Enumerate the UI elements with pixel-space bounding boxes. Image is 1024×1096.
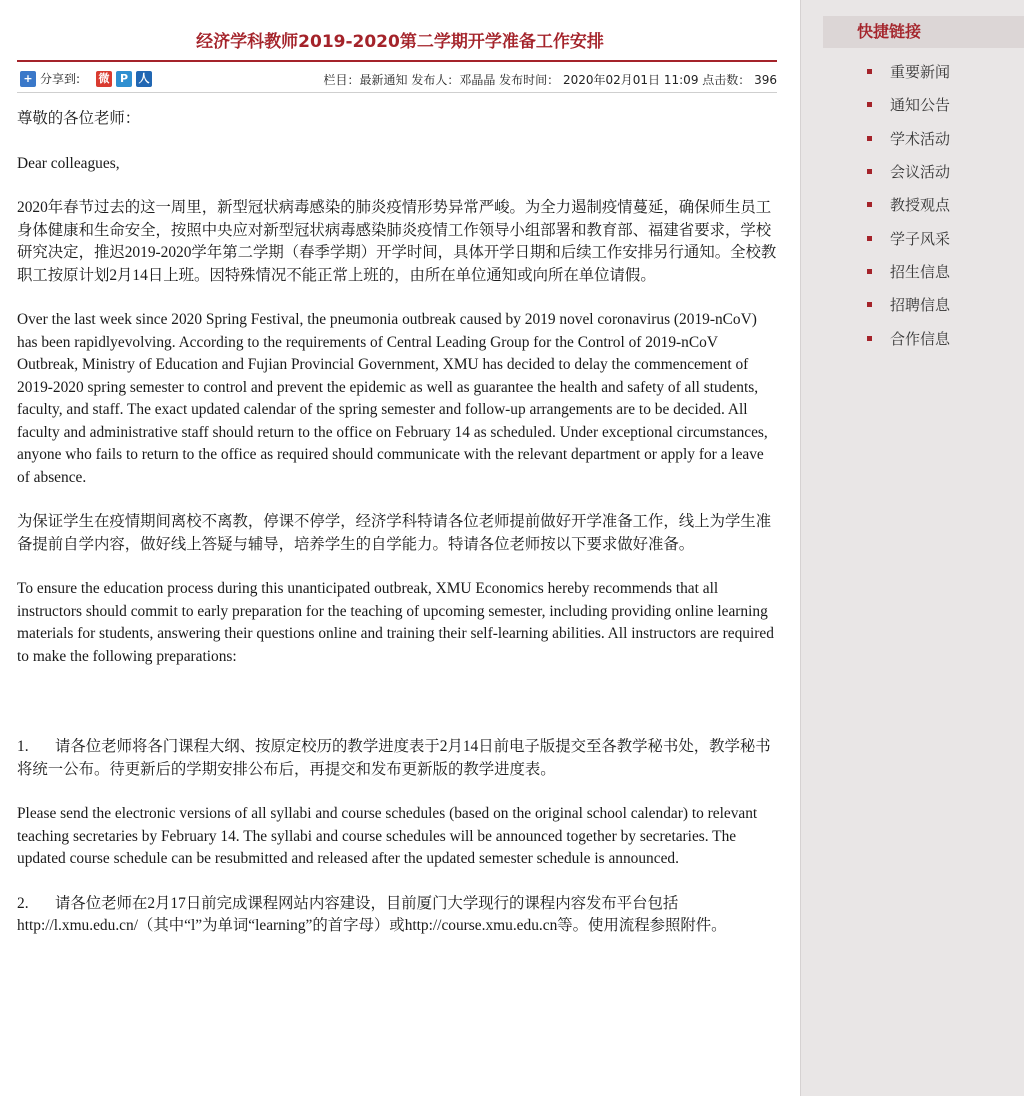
- item-2-cn-text: 请各位老师在2月17日前完成课程网站内容建设，目前厦门大学现行的课程内容发布平台包括http://l.xmu.edu.cn/（其中“l”为单词“learning”的首字母）或http://course.xmu.edu.cn等。使用流程参照附件。: [17, 894, 727, 934]
- greeting-cn: 尊敬的各位老师：: [17, 110, 141, 127]
- share-bar: [20, 70, 152, 87]
- quick-link-item[interactable]: [867, 122, 950, 155]
- quick-links-heading: 快捷链接: [823, 16, 1024, 48]
- bullet-icon: [867, 302, 872, 307]
- quick-link-item[interactable]: [867, 221, 950, 254]
- item-1-en: Please send the electronic versions of all syllabi and course schedules (based on the original school calendar) to relevant teaching secretaries by February 14. The syllabi and course schedules will be announced together by secretaries. The updated course schedule can be resubmitted and released after the updated semester schedule is announced.: [17, 805, 758, 867]
- greeting-en: Dear colleagues,: [17, 154, 120, 172]
- quick-link-item[interactable]: [867, 255, 950, 288]
- quick-link-item[interactable]: [867, 55, 950, 88]
- paragraph-1-cn: 2020年春节过去的这一周里，新型冠状病毒感染的肺炎疫情形势异常严峻。为全力遏制疫情蔓延，确保师生员工身体健康和生命安全，按照中央应对新型冠状病毒感染肺炎疫情工作领导小组部署和教育部、福建省要求，学校研究决定，推迟2019-2020学年第二学期（春季学期）开学时间，具体开学日期和后续工作安排另行通知。全校教职工按原计划2月14日上班。因特殊情况不能正常上班的，由所在单位通知或向所在单位请假。: [17, 199, 777, 284]
- bullet-icon: [867, 102, 872, 107]
- quick-link-label[interactable]: 合作信息: [890, 329, 951, 348]
- item-2-number: 2.: [17, 894, 29, 912]
- quick-link-label[interactable]: 学子风采: [890, 229, 951, 248]
- bullet-icon: [867, 169, 872, 174]
- quick-links-list: [867, 55, 950, 355]
- article-meta-bar: [17, 68, 777, 93]
- quick-link-item[interactable]: [867, 288, 950, 321]
- bullet-icon: [867, 69, 872, 74]
- quick-link-item[interactable]: [867, 321, 950, 354]
- quick-links-sidebar: [800, 0, 1024, 1096]
- bullet-icon: [867, 269, 872, 274]
- quick-link-label[interactable]: 会议活动: [890, 163, 951, 182]
- weibo-share-icon[interactable]: 微: [96, 71, 112, 87]
- quick-link-label[interactable]: 招聘信息: [890, 296, 951, 315]
- quick-link-label[interactable]: 通知公告: [890, 96, 951, 115]
- quick-link-label[interactable]: 招生信息: [890, 262, 951, 281]
- p-share-icon[interactable]: P: [116, 71, 132, 87]
- renren-share-icon[interactable]: 人: [136, 71, 152, 87]
- item-1-number: 1.: [17, 738, 29, 755]
- bullet-icon: [867, 202, 872, 207]
- item-1-cn-text: 请各位老师将各门课程大纲、按原定校历的教学进度表于2月14日前电子版提交至各教学秘书处，教学秘书将统一公布。待更新后的学期安排公布后，再提交和发布更新版的教学进度表。: [17, 738, 771, 778]
- article-body: [17, 108, 779, 960]
- item-1-cn: [17, 736, 779, 781]
- quick-link-label[interactable]: 教授观点: [890, 196, 951, 215]
- bullet-icon: [867, 336, 872, 341]
- spacer: [17, 690, 779, 736]
- article-meta-info: 栏目：最新通知 发布人：邓晶晶 发布时间： 2020年02月01日 11:09 点击数： 396: [323, 73, 777, 87]
- paragraph-1-en: Over the last week since 2020 Spring Festival, the pneumonia outbreak caused by 2019 novel coronavirus (2019-nCoV) has been rapidlyevolving. According to the requirements of Central Leading Group for the Control of 2019-nCoV Outbreak, Ministry of Education and Fujian Provincial Government, XMU has decided to delay the commencement of 2019-2020 spring semester to control and prevent the epidemic as well as guarantee the health and safety of all students, faculty, and staff. The exact updated calendar of the spring semester and follow-up arrangements are to be decided. All faculty and administrative staff should return to the office on February 14 as scheduled. Under exceptional circumstances, anyone who fails to return to the office as required should communicate with the relevant department or apply for a leave of absence.: [17, 311, 768, 486]
- quick-link-item[interactable]: [867, 88, 950, 121]
- share-plus-icon[interactable]: +: [20, 71, 36, 87]
- paragraph-2-cn: 为保证学生在疫情期间离校不离教，停课不停学，经济学科特请各位老师提前做好开学准备工作，线上为学生准备提前自学内容，做好线上答疑与辅导，培养学生的自学能力。特请各位老师按以下要求做好准备。: [17, 513, 772, 553]
- quick-link-label[interactable]: 学术活动: [890, 129, 951, 148]
- bullet-icon: [867, 236, 872, 241]
- quick-link-item[interactable]: [867, 188, 950, 221]
- quick-link-item[interactable]: [867, 155, 950, 188]
- item-2-cn: [17, 893, 779, 938]
- paragraph-2-en: To ensure the education process during this unanticipated outbreak, XMU Economics hereby recommends that all instructors should commit to early preparation for the teaching of upcoming semester, including providing online learning materials for students, answering their questions online and training their self-learning abilities. All instructors are required to make the following preparations:: [17, 580, 774, 665]
- title-divider: [17, 60, 777, 62]
- share-label: 分享到:: [40, 72, 81, 86]
- bullet-icon: [867, 136, 872, 141]
- quick-link-label[interactable]: 重要新闻: [890, 63, 951, 82]
- page-title: 经济学科教师2019-2020第二学期开学准备工作安排: [196, 32, 604, 52]
